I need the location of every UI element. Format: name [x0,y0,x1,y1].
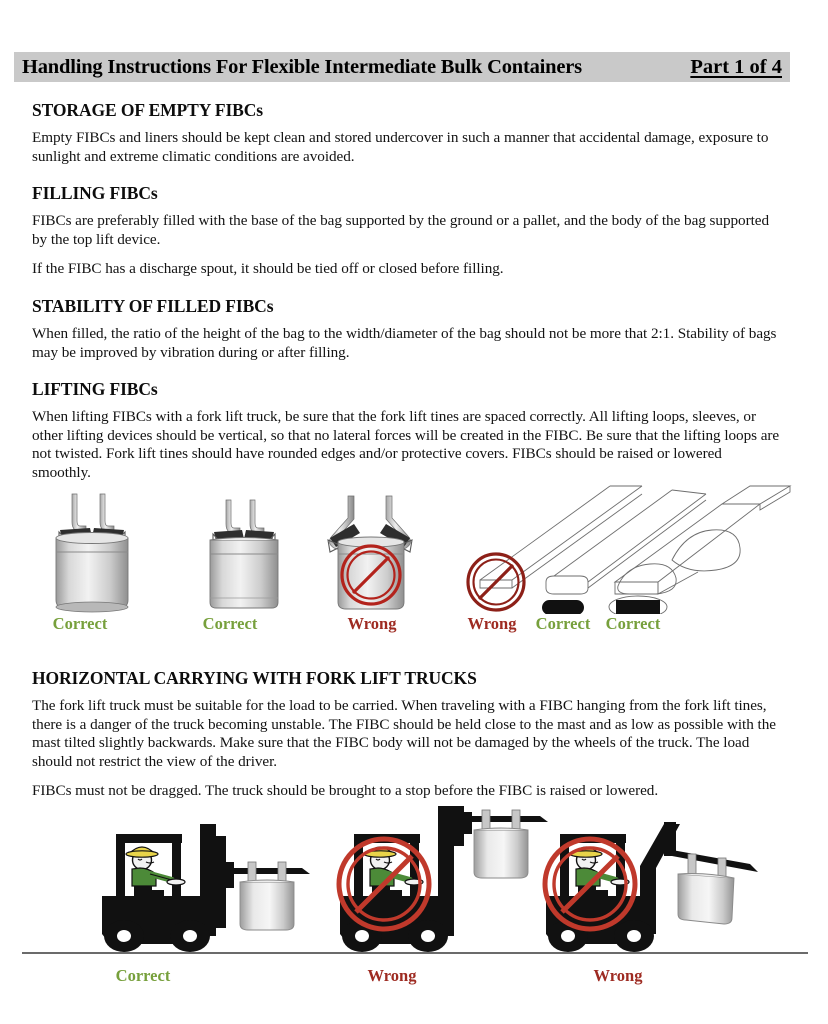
fibc-bag-correct-square-icon [188,488,308,616]
section-heading: LIFTING FIBCs [32,379,158,400]
prohibition-sign-icon [468,554,524,610]
figure-caption-wrong: Wrong [467,614,517,633]
ground-line [22,952,808,954]
section-paragraph: The fork lift truck must be suitable for the load to be carried. When traveling with a FIBC hanging from the fork lift tines, there is a danger of the truck becoming unstable. The FIBC should be held close to the mast and as low as possible with the mast tilted slightly backwards. Make sure that the FIBC body will not be damaged by the wheels of the truck. The load should not restrict the view of the driver. [32,697,776,770]
figure-horizontal-carrying [0,806,828,1016]
figure-caption-correct: Correct [115,966,171,985]
section-paragraph: Empty FIBCs and liners should be kept clean and stored undercover in such a manner that accidental damage, exposure to sunlight and extreme climatic conditions are avoided. [32,129,769,165]
section-lifting-fibcs [32,379,784,482]
figure-caption-correct: Correct [52,614,108,633]
tine-cross-section-rounded [542,600,584,614]
figure-caption-correct: Correct [202,614,258,633]
tine-cross-section-covered [616,600,660,614]
fibc-bag-correct-round-icon [38,488,158,616]
section-heading: FILLING FIBCs [32,183,158,204]
figure-caption-wrong: Wrong [593,966,643,985]
fibc-bag-wrong-splayed-icon [308,488,438,616]
figure-caption-wrong: Wrong [367,966,417,985]
section-storage-of-empty-fibcs [32,100,784,166]
section-stability-of-filled-fibcs [32,296,784,362]
section-paragraph: FIBCs are preferably filled with the base of the bag supported by the ground or a pallet, and the body of the bag supported by the top lift device. [32,212,769,248]
page-title: Handling Instructions For Flexible Intermediate Bulk Containers [22,55,582,78]
section-paragraph: FIBCs must not be dragged. The truck should be brought to a stop before the FIBC is raised or lowered. [32,782,659,800]
section-paragraph: If the FIBC has a discharge spout, it should be tied off or closed before filling. [32,260,504,278]
section-paragraph: When filled, the ratio of the height of the bag to the width/diameter of the bag should not be more that 2:1. Stability of bags may be improved by vibration during or after filling. [32,324,777,361]
section-heading: STABILITY OF FILLED FIBCs [32,295,274,316]
figure-caption-wrong: Wrong [347,614,397,633]
section-heading: HORIZONTAL CARRYING WITH FORK LIFT TRUCKS [32,668,477,688]
part-indicator: Part 1 of 4 [690,55,782,78]
forklift-wrong-tilt-forward-icon [528,806,788,956]
fork-tine-profiles-diagram [450,482,810,614]
forklift-correct-icon [72,806,362,956]
document-body [32,100,784,495]
fibc-bag-on-tines [678,854,734,924]
section-horizontal-carrying [32,668,784,801]
figure-caption-correct: Correct [605,614,661,633]
figure-caption-correct: Correct [535,614,591,633]
page-header-bar [14,52,790,82]
section-filling-fibcs [32,183,784,279]
section-heading: STORAGE OF EMPTY FIBCs [32,100,263,120]
section-paragraph: When lifting FIBCs with a fork lift truck, be sure that the fork lift tines are spaced correctly. All lifting loops, sleeves, or other lifting devices should be vertical, so that no lateral forces will be created in the FIBC. Be sure that the lifting loops are not twisted. Fork lift tines should have rounded edges and/or protective covers. FIBCs should be raised or lowered smoothly. [32,408,780,481]
figure-lifting-fibcs [0,480,828,650]
